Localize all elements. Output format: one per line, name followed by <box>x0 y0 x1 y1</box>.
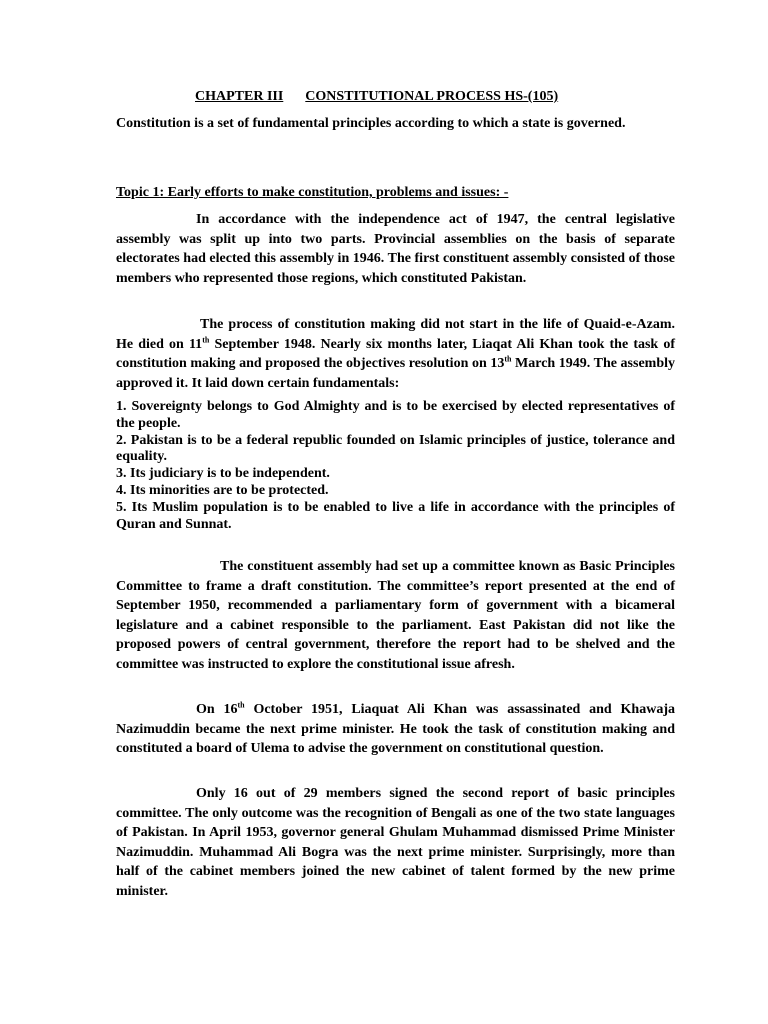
topic-heading: Topic 1: Early efforts to make constitution, problems and issues: - <box>116 185 509 200</box>
p2-sup-b: th <box>504 354 512 364</box>
definition-paragraph: Constitution is a set of fundamental principles according to which a state is governed. <box>116 116 626 131</box>
p2-text-c: March 1949. The assembly approved it. It laid down certain fundamentals: <box>116 356 675 391</box>
p4-text-b: October 1951, Liaquat Ali Khan was assassinated and Khawaja Nazimuddin became the next prime minister. He took the task of constitution making and constituted a board of Ulema to advise the government on constitutional question. <box>116 702 675 756</box>
p2-text-b: September 1948. Nearly six months later, Liaqat Ali Khan took the task of constitution making and proposed the objectives resolution on 13 <box>116 336 676 371</box>
list-item: 3. Its judiciary is to be independent. <box>116 466 330 482</box>
list-item: 4. Its minorities are to be protected. <box>116 482 329 498</box>
paragraph-liaquat-assassination <box>116 700 675 759</box>
chapter-number: CHAPTER III <box>195 89 284 104</box>
p2-sup-a: th <box>202 334 210 344</box>
list-item: 2. Pakistan is to be a federal republic founded on Islamic principles of justice, tolerance and equality. <box>116 432 675 465</box>
list-item: 5. Its Muslim population is to be enabled to live a life in accordance with the principles of Quran and Sunnat. <box>116 499 675 532</box>
paragraph-second-report: Only 16 out of 29 members signed the second report of basic principles committee. The only outcome was the recognition of Bengali as one of the two state languages of Pakistan. In April 1953, governor general Ghulam Muhammad dismissed Prime Minister Nazimuddin. Muhammad Ali Bogra was the next prime minister. Surprisingly, more than half of the cabinet members joined the new cabinet of talent formed by the new prime minister. <box>116 786 675 899</box>
fundamentals-list <box>116 399 675 533</box>
p4-sup-a: th <box>237 700 245 710</box>
p2-text-a: The process of constitution making did not start in the life of Quaid-e-Azam. He died on 11 <box>116 317 675 352</box>
paragraph-basic-principles-committee: The constituent assembly had set up a committee known as Basic Principles Committee to frame a draft constitution. The committee’s report presented at the end of September 1950, recommended a parliamentary form of government with a bicameral legislature and a cabinet responsible to the parliament. East Pakistan did not like the proposed powers of central government, therefore the report had to be shelved and the committee was instructed to explore the constitutional issue afresh. <box>116 559 675 672</box>
paragraph-objectives-resolution <box>116 315 675 393</box>
chapter-title: CONSTITUTIONAL PROCESS HS-(105) <box>305 89 559 104</box>
paragraph-independence-act: In accordance with the independence act of 1947, the central legislative assembly was split up into two parts. Provincial assemblies on the basis of separate electorates had elected this assembly in 1946. The first constituent assembly consisted of those members who represented those regions, which constituted Pakistan. <box>116 212 675 286</box>
p4-text-a: On 16 <box>196 702 238 717</box>
page-title <box>195 88 558 106</box>
list-item: 1. Sovereignty belongs to God Almighty and is to be exercised by elected representatives of the people. <box>116 399 675 431</box>
